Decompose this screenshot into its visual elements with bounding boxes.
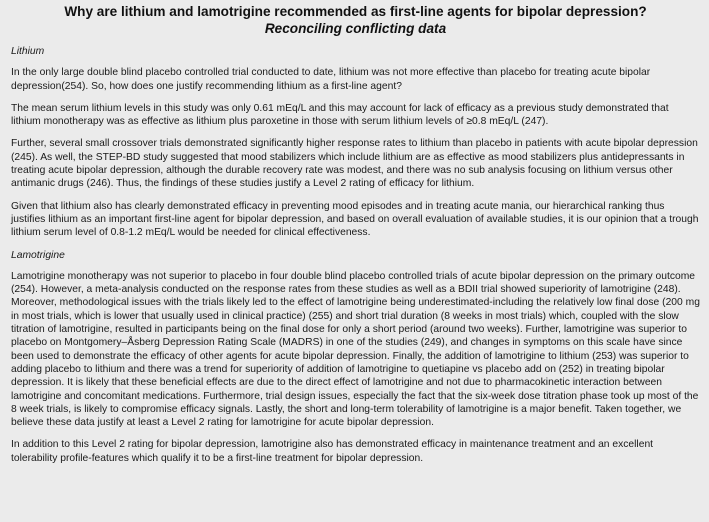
- title-line-2: Reconciling conflicting data: [264, 20, 447, 36]
- section-heading-lamotrigine: Lamotrigine: [11, 249, 65, 261]
- title-line-1: Why are lithium and lamotrigine recommended as first-line agents for bipolar depression?: [64, 4, 647, 19]
- box-title: [11, 4, 700, 37]
- lamotrigine-paragraph: In addition to this Level 2 rating for bipolar depression, lamotrigine also has demonstrated efficacy in maintenance treatment and an excellent tolerability profile-features which qualify it to be a first-line treatment for bipolar depression.: [11, 439, 654, 464]
- section-heading-lithium: Lithium: [11, 46, 45, 57]
- lithium-paragraph: The mean serum lithium levels in this study was only 0.61 mEq/L and this may account for lack of efficacy as a previous study demonstrated that lithium monotherapy was as effective as lithium plus paroxetine in those with serum lithium levels of ≥0.8 mEq/L (247).: [11, 102, 669, 128]
- lithium-paragraph: Given that lithium also has clearly demonstrated efficacy in preventing mood episodes and in treating acute mania, our hierarchical ranking thus justifies lithium as an important first-line agent for bipolar depression, and based on overall evaluation of available studies, it is our opinion that a trough lithium serum level of 0.8-1.2 mEq/L would be needed for clinical effectiveness.: [11, 200, 699, 239]
- lithium-paragraph: Further, several small crossover trials demonstrated significantly higher response rates to lithium than placebo in patients with acute bipolar depression (245). As well, the STEP-BD study suggested that mood stabilizers which include lithium are as effective as mood stabilizers plus antidepressants in treating acute bipolar depression, although the durable recovery rate was modest, and there was no sub analysis focusing on lithium versus other antimanic drugs (246). Thus, the findings of these studies justify a Level 2 rating of efficacy for lithium.: [11, 138, 698, 190]
- lithium-paragraph: In the only large double blind placebo controlled trial conducted to date, lithium was not more effective than placebo for treating acute bipolar depression(254). So, how does one justify recommending lithium as a first-line agent?: [11, 67, 651, 92]
- lamotrigine-paragraph: Lamotrigine monotherapy was not superior to placebo in four double blind placebo controlled trials of acute bipolar depression on the primary outcome (254). However, a meta-analysis conducted on the response rates from these studies as well as a BDII trial showed superiority of lamotrigine (248). Moreover, methodological issues with the trials likely led to the effect of lamotrigine being underestimated-including the relatively low final dose (200 mg in most trials, which is lower that usually used in clinical practice) (255) and short trial duration (8 weeks in most trials) which, coupled with the slow titration of lamotrigine, resulted in participants being on the final dose for only a short period (around two weeks). Further, lamotrigine was superior to placebo on Montgomery–Åsberg Depression Rating Scale (MADRS) in one of the studies (249), and changes in symptoms on this scale have since been used to demonstrate the efficacy of other agents for acute bipolar depression. Finally, the addition of lamotrigine to lithium (253) was superior to adding placebo to lithium and there was a trend for superiority of addition of lamotrigine to quetiapine vs placebo add on (252) in treating bipolar depression. It is likely that these beneficial effects are due to the direct effect of lamotrigine and not due to pharmacokinetic interaction between lamotrigine and concomitant medications. Furthermore, trial design issues, especially the fact that the six-week dose titration phase took up most of the 8 week trials, is likely to compromise efficacy signals. Lastly, the short and long-term tolerability of lamotrigine is a major benefit. Taken together, we believe these data justify at least a Level 2 rating for lamotrigine for acute bipolar depression.: [11, 270, 700, 429]
